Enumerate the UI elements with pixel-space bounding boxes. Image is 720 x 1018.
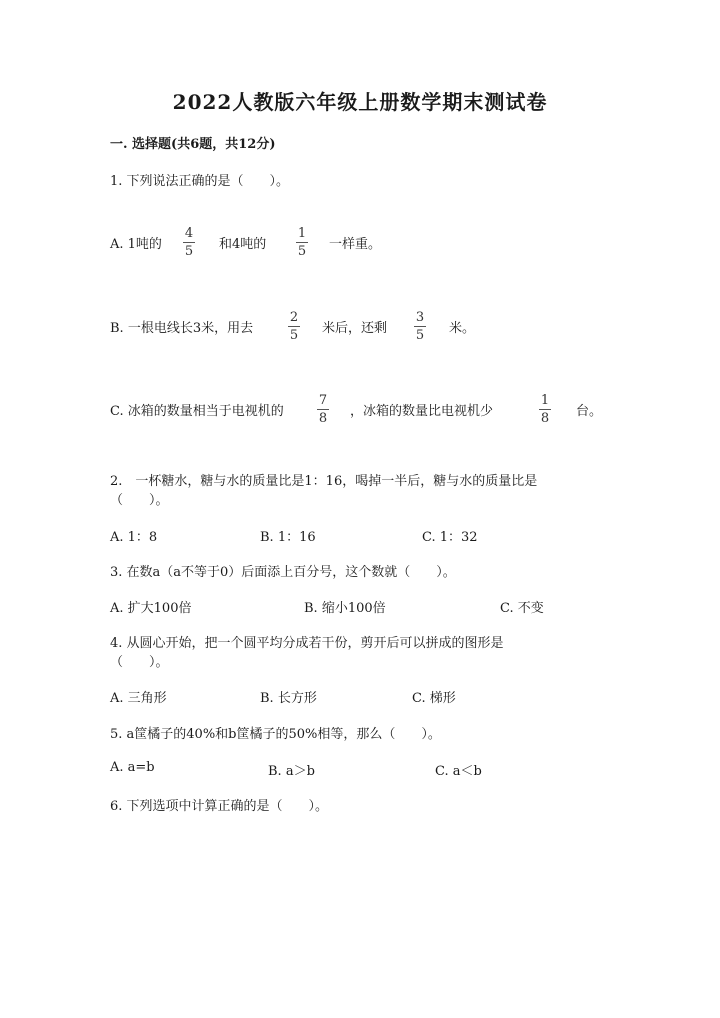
q4-option-c: C. 梯形 [412, 691, 456, 706]
denominator: 5 [184, 244, 194, 259]
numerator: 1 [297, 226, 307, 241]
fraction-bar [539, 409, 551, 410]
numerator: 2 [289, 310, 299, 325]
denominator: 5 [289, 328, 299, 343]
denominator: 5 [297, 244, 307, 259]
denominator: 5 [415, 328, 425, 343]
fraction-bar [296, 242, 308, 243]
q4-option-b: B. 长方形 [260, 691, 317, 706]
question-4-stem: 4. 从圆心开始，把一个圆平均分成若干份，剪开后可以拼成的图形是 [110, 636, 504, 651]
denominator: 8 [318, 411, 328, 426]
q1-option-c-fraction-2 [539, 393, 551, 426]
q1-option-b-text-3: 米。 [449, 321, 476, 336]
q3-option-a: A. 扩大100倍 [110, 601, 192, 616]
question-1-stem: 1. 下列说法正确的是（ ）。 [110, 174, 290, 189]
page-title: 2022人教版六年级上册数学期末测试卷 [172, 90, 548, 114]
question-3-stem: 3. 在数a（a不等于0）后面添上百分号，这个数就（ ）。 [110, 565, 456, 580]
numerator: 4 [184, 226, 194, 241]
q2-option-a: A. 1：8 [110, 530, 158, 545]
q3-option-c: C. 不变 [500, 601, 544, 616]
numerator: 7 [318, 393, 328, 408]
q1-option-c-text-2: ，冰箱的数量比电视机少 [350, 404, 494, 419]
numerator: 1 [540, 393, 550, 408]
fraction-bar [414, 326, 426, 327]
q5-option-c: C. a＜b [435, 764, 482, 779]
question-4-stem-cont: （ ）。 [110, 655, 169, 670]
q3-option-b: B. 缩小100倍 [304, 601, 386, 616]
question-2-stem-cont: （ ）。 [110, 493, 169, 508]
q2-option-c: C. 1：32 [422, 530, 478, 545]
q1-option-b-fraction-2 [414, 310, 426, 343]
fraction-bar [183, 242, 195, 243]
q2-option-b: B. 1：16 [260, 530, 316, 545]
question-2-stem: 2. 一杯糖水，糖与水的质量比是1：16，喝掉一半后，糖与水的质量比是 [110, 474, 538, 489]
question-5-stem: 5. a筐橘子的40%和b筐橘子的50%相等，那么（ ）。 [110, 727, 441, 742]
q1-option-c-text-1: C. 冰箱的数量相当于电视机的 [110, 404, 284, 419]
q5-option-a: A. a=b [110, 760, 155, 775]
section-heading: 一. 选择题(共6题，共12分) [110, 137, 276, 152]
q1-option-a-fraction-2 [296, 226, 308, 259]
q1-option-c-fraction-1 [317, 393, 329, 426]
question-6-stem: 6. 下列选项中计算正确的是（ ）。 [110, 799, 329, 814]
fraction-bar [288, 326, 300, 327]
q1-option-c-text-3: 台。 [576, 404, 603, 419]
q4-option-a: A. 三角形 [110, 691, 167, 706]
q1-option-a-text-2: 和4吨的 [219, 237, 267, 252]
fraction-bar [317, 409, 329, 410]
q1-option-b-text-2: 米后，还剩 [322, 321, 388, 336]
q1-option-a-fraction-1 [183, 226, 195, 259]
q1-option-b-text-1: B. 一根电线长3米，用去 [110, 321, 254, 336]
denominator: 8 [540, 411, 550, 426]
q1-option-b-fraction-1 [288, 310, 300, 343]
q5-option-b: B. a＞b [268, 764, 315, 779]
q1-option-a-text-1: A. 1吨的 [110, 237, 162, 252]
q1-option-a-text-3: 一样重。 [329, 237, 382, 252]
numerator: 3 [415, 310, 425, 325]
